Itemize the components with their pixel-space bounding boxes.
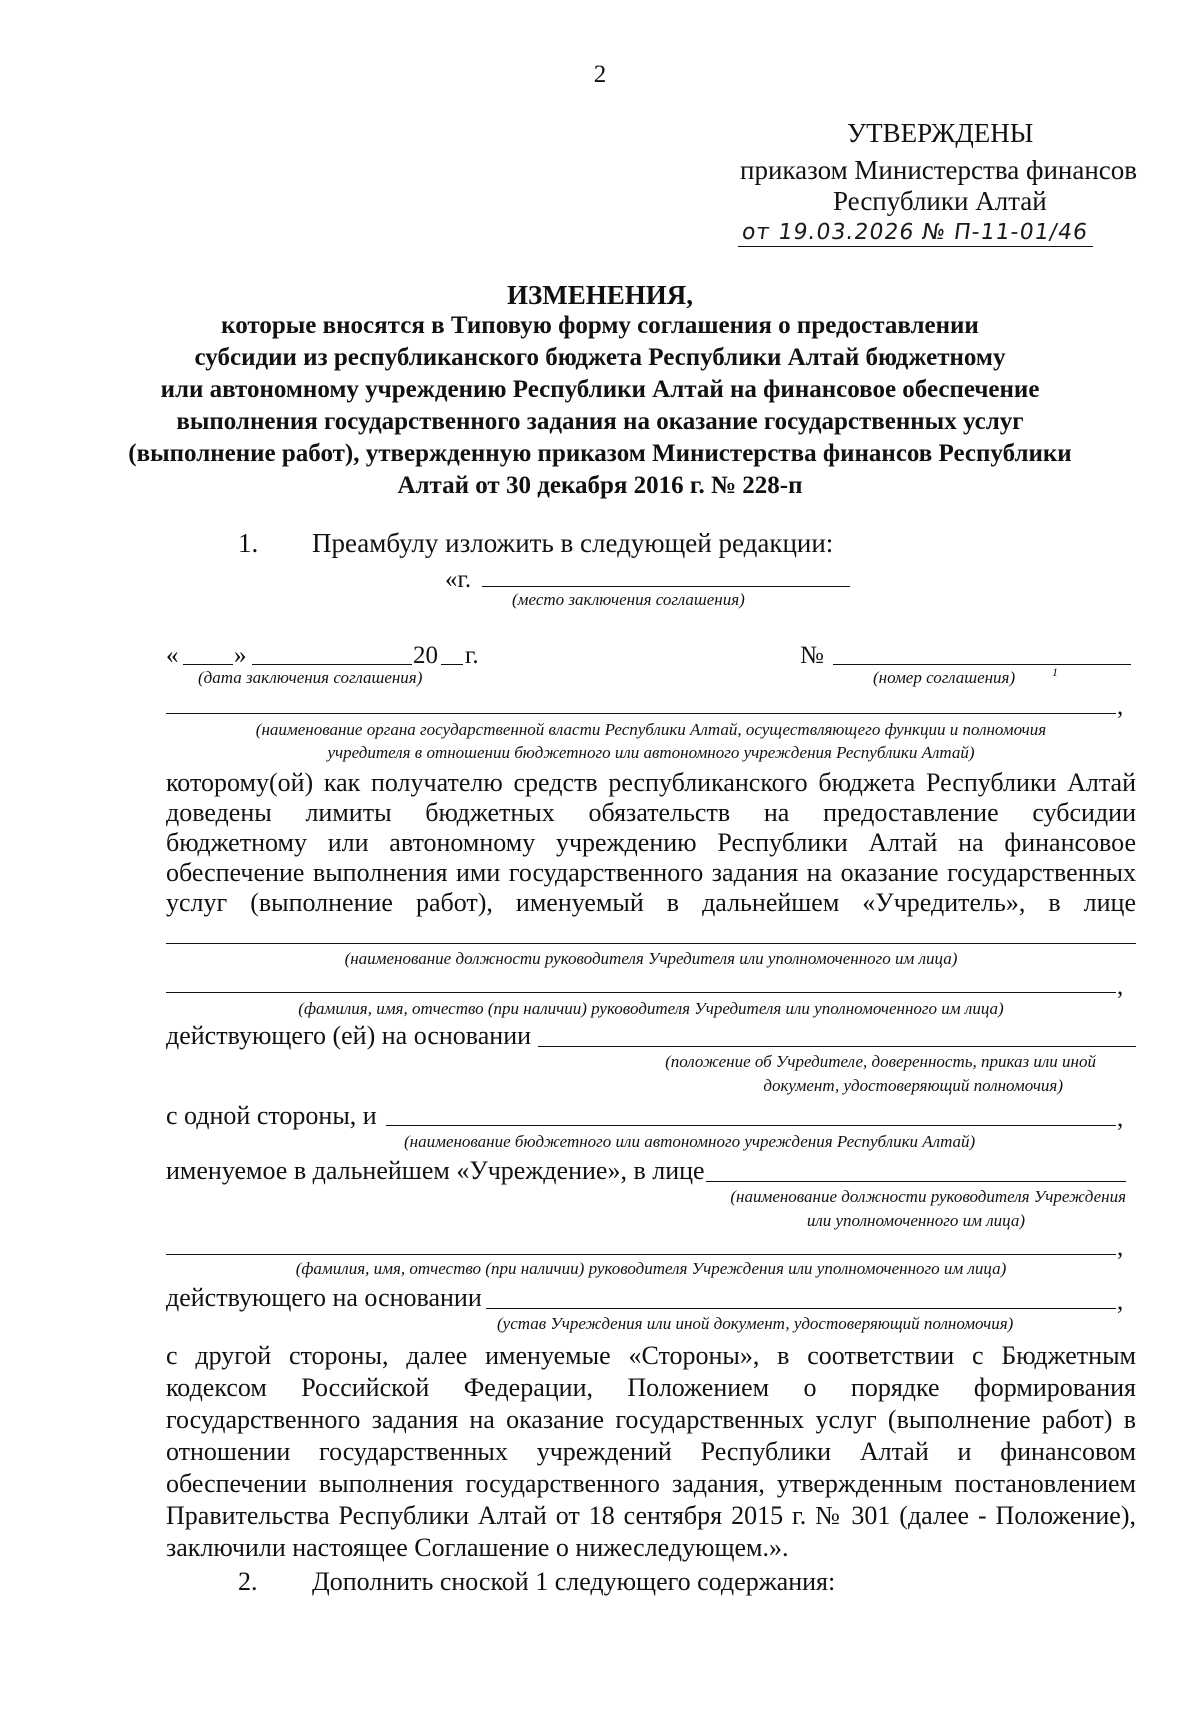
para-1-line-4: обеспечение выполнения ими государственного задания на оказание государственных [166,858,1136,887]
approval-title: УТВЕРЖДЕНЫ [847,118,1034,148]
acting2-caption: (устав Учреждения или иной документ, удостоверяющий полномочия) [497,1314,1014,1333]
para-2-line-5: обеспечении выполнения государственного задания, утвержденным постановлением [166,1469,1136,1498]
institution-caption: (наименование бюджетного или автономного учреждения Республики Алтай) [404,1132,976,1151]
named-label: именуемое в дальнейшем «Учреждение», в лице [166,1156,705,1185]
acting-caption-2: документ, удостоверяющий полномочия) [763,1076,1063,1095]
one-side-label: с одной стороны, и [166,1101,377,1130]
para-2-line-6: Правительства Республики Алтай от 18 сентября 2015 г. № 301 (далее - Положение), [166,1501,1136,1530]
heading-title: ИЗМЕНЕНИЯ, [506,280,693,310]
para-2-line-4: отношении государственных учреждений Республики Алтай и финансовом [166,1437,1136,1466]
inst-name-caption: (фамилия, имя, отчество (при наличии) руководителя Учреждения или уполномоченного им лица) [295,1259,1007,1278]
founder-position-line [166,943,1136,944]
para-2-line-1: с другой стороны, далее именуемые «Стороны», в соответствии с Бюджетным [166,1341,1136,1370]
footnote-mark: 1 [1052,665,1058,679]
para-1-line-1: которому(ой) как получателю средств республиканского бюджета Республики Алтай [166,768,1136,797]
place-field-line [482,586,850,587]
para-1-line-5: услуг (выполнение работ), именуемый в дальнейшем «Учредитель», в лице [166,888,1136,917]
date-month-line [252,664,412,665]
para-2-line-7: заключили настоящее Соглашение о нижеследующем.». [166,1533,789,1562]
organ-caption-1: (наименование органа государственной власти Республики Алтай, осуществляющего функции и полномочия [255,720,1047,739]
acting-basis-line [538,1046,1136,1047]
heading-line-2: субсидии из республиканского бюджета Республики Алтай бюджетному [194,344,1006,371]
agreement-number-line [833,664,1131,665]
approval-line-2: Республики Алтай [833,186,1047,216]
acting2-comma: , [1117,1288,1124,1315]
inst-name-comma: , [1117,1234,1124,1261]
approval-line-1: приказом Министерства финансов [740,155,1138,185]
founder-name-line [166,992,1116,993]
date-close-quote: » [234,642,247,669]
item-2-text: Дополнить сноской 1 следующего содержания: [312,1567,836,1596]
handwritten-order-number: от 19.03.2026 № П-11-01/46 [740,220,1090,245]
inst-position-caption-2: или уполномоченного им лица) [806,1211,1025,1230]
number-caption: (номер соглашения) [873,668,1016,687]
founder-name-caption: (фамилия, имя, отчество (при наличии) руководителя Учредителя или уполномоченного им лица) [298,999,1004,1018]
organ-caption-2: учредителя в отношении бюджетного или автономного учреждения Республики Алтай) [327,743,975,762]
heading-line-3: или автономному учреждению Республики Алтай на финансовое обеспечение [160,376,1040,403]
para-2-line-2: кодексом Российской Федерации, Положением о порядке формирования [166,1373,1136,1402]
para-2-line-3: государственного задания на оказание государственных услуг (выполнение работ) в [166,1405,1136,1434]
founder-position-caption: (наименование должности руководителя Учредителя или уполномоченного им лица) [344,949,958,968]
institution-name-line [386,1125,1116,1126]
inst-position-caption-1: (наименование должности руководителя Учреждения [730,1187,1126,1206]
date-caption: (дата заключения соглашения) [198,668,423,687]
acting-label: действующего (ей) на основании [166,1021,532,1050]
date-year-prefix: 20 [413,642,438,669]
inst-name-line [166,1254,1116,1255]
place-prefix: «г. [445,566,472,593]
item-1-number: 1. [238,528,259,558]
para-1-line-3: бюджетному или автономному учреждению Республики Алтай на финансовое [166,828,1136,857]
item-1-text: Преамбулу изложить в следующей редакции: [312,528,834,558]
number-sign: № [800,642,824,669]
acting2-label: действующего на основании [166,1283,482,1312]
heading-line-6: Алтай от 30 декабря 2016 г. № 228-п [397,472,803,499]
date-year-suffix: г. [465,642,479,669]
heading-line-1: которые вносятся в Типовую форму соглашения о предоставлении [221,312,979,339]
organ-name-line [166,713,1116,714]
place-caption: (место заключения соглашения) [512,590,745,609]
institution-comma: , [1117,1105,1124,1132]
order-number-underline [738,246,1093,247]
acting2-basis-line [486,1308,1116,1309]
acting-caption-1: (положение об Учредителе, доверенность, приказ или иной [665,1052,1096,1071]
founder-name-comma: , [1117,973,1124,1000]
heading-line-5: (выполнение работ), утвержденную приказом Министерства финансов Республики [128,440,1072,467]
page-number: 2 [593,61,607,88]
inst-position-line [706,1181,1126,1182]
organ-line-comma: , [1117,693,1124,720]
item-2-number: 2. [238,1567,258,1596]
heading-line-4: выполнения государственного задания на оказание государственных услуг [176,408,1024,435]
date-year-line [441,664,463,665]
date-day-line [183,664,233,665]
para-1-line-2: доведены лимиты бюджетных обязательств на предоставление субсидии [166,798,1136,827]
date-open-quote: « [166,642,179,669]
